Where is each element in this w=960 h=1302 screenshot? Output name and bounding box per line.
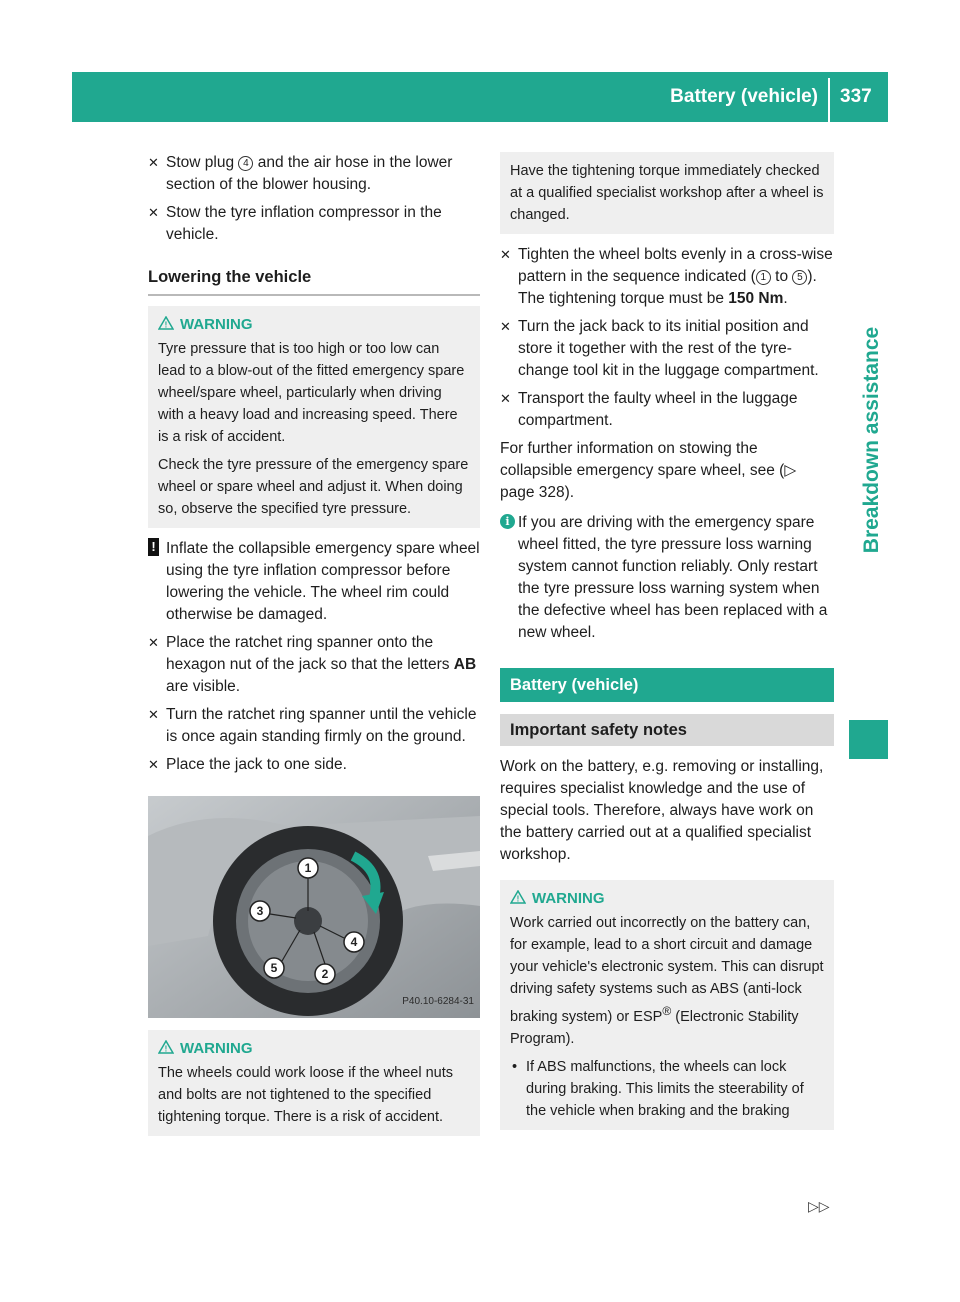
battery-paragraph: Work on the battery, e.g. removing or installing, requires specialist knowledge and the use of special tools. Therefore, always have work on the battery carried out at a qualified specialist workshop. xyxy=(500,758,824,863)
step-text: Place the ratchet ring spanner onto the hexagon nut of the jack so that the letters xyxy=(166,634,454,673)
bullet-dot: • xyxy=(512,1058,518,1075)
warning-box xyxy=(148,306,480,528)
step-arrow-icon: ✕ xyxy=(148,155,159,170)
warning-text xyxy=(510,912,824,1050)
warning-triangle-icon xyxy=(158,316,174,330)
bolt-label-5: 5 xyxy=(270,961,278,975)
step-turn-jack xyxy=(500,316,834,382)
figure-caption: P40.10-6284-31 xyxy=(402,996,474,1007)
warning-label: WARNING xyxy=(180,1040,253,1057)
step-text: are visible. xyxy=(166,678,241,695)
step-arrow-icon: ✕ xyxy=(148,757,159,772)
page-ref-link[interactable]: page 328). xyxy=(500,484,575,501)
step-bold-text: AB xyxy=(453,656,477,673)
warning-title xyxy=(510,888,824,910)
header-title: Battery (vehicle) xyxy=(670,86,818,107)
side-tab-label: Breakdown assistance xyxy=(860,326,883,554)
step-text: Transport the faulty wheel in the luggage compartment. xyxy=(518,390,798,429)
page-ref-arrow-icon: ▷ xyxy=(784,462,797,479)
warning-box xyxy=(148,1030,480,1136)
step-bold-text: 150 Nm xyxy=(728,290,784,307)
warning-title xyxy=(158,314,470,336)
wheel-illustration xyxy=(148,796,480,1018)
info-note xyxy=(500,512,834,644)
circled-number: 1 xyxy=(756,270,771,285)
step-text: and the air hose in the lower section of the blower housing. xyxy=(166,154,453,193)
info-icon: i xyxy=(500,514,515,529)
paragraph-text: For further information on stowing the collapsible emergency spare wheel, see ( xyxy=(500,440,785,479)
warning-text: Tyre pressure that is too high or too low can lead to a blow-out of the fitted emergency spare wheel/spare wheel, particularly when driving with a heavy load and increasing speed. There is a risk of accident. xyxy=(158,341,465,445)
step-arrow-icon: ✕ xyxy=(500,391,511,406)
step-turn-spanner xyxy=(148,704,480,748)
step-stow-plug xyxy=(148,152,480,196)
warning-box xyxy=(500,880,834,1130)
subsection-heading-safety: Important safety notes xyxy=(500,714,834,746)
notice-text: Inflate the collapsible emergency spare wheel using the tyre inflation compressor before lowering the vehicle. The wheel rim could otherwise be damaged. xyxy=(166,540,480,623)
warning-label: WARNING xyxy=(180,316,253,333)
step-arrow-icon: ✕ xyxy=(500,247,511,262)
step-text: Stow the tyre inflation compressor in the vehicle. xyxy=(166,204,442,243)
step-tighten-bolts xyxy=(500,244,834,310)
header-separator xyxy=(828,78,830,122)
svg-text:!: ! xyxy=(164,320,168,330)
step-arrow-icon: ✕ xyxy=(148,635,159,650)
step-text: to xyxy=(770,268,793,285)
step-text: Stow plug xyxy=(166,154,239,171)
page-header xyxy=(72,72,888,122)
further-info-paragraph xyxy=(500,438,834,504)
bolt-label-1: 1 xyxy=(304,861,312,875)
circled-number: 5 xyxy=(792,270,807,285)
registered-mark: ® xyxy=(662,1004,672,1018)
bolt-label-4: 4 xyxy=(350,935,358,949)
warning-text-part: Work carried out incorrectly on the battery can, for example, lead to a short circuit and damage your vehicle's electronic system. This can disrupt driving safety systems such as ABS (anti-lock braking system) or ESP xyxy=(510,915,824,1025)
step-text: ). The tightening torque must be xyxy=(518,268,817,307)
warning-bullet-text: If ABS malfunctions, the wheels can lock during braking. This limits the steerability of the vehicle when braking and the braking xyxy=(526,1058,804,1119)
svg-text:!: ! xyxy=(516,894,520,904)
info-text: If you are driving with the emergency spare wheel fitted, the tyre pressure loss warning system cannot function reliably. Only restart the tyre pressure loss warning system when the defective wheel has been replaced with a new wheel. xyxy=(518,514,828,641)
step-text: Turn the jack back to its initial position and store it together with the rest of the tyre-change tool kit in the luggage compartment. xyxy=(518,318,819,379)
step-arrow-icon: ✕ xyxy=(148,707,159,722)
step-place-spanner xyxy=(148,632,480,698)
step-transport-wheel xyxy=(500,388,834,432)
side-tab-marker xyxy=(849,720,888,759)
step-text: Turn the ratchet ring spanner until the vehicle is once again standing firmly on the ground. xyxy=(166,706,477,745)
step-text: Place the jack to one side. xyxy=(166,756,347,773)
warning-title xyxy=(158,1038,470,1060)
step-text: . xyxy=(783,290,788,307)
box-text: Have the tightening torque immediately checked at a qualified specialist workshop after a wheel is changed. xyxy=(510,163,824,223)
warning-text: Check the tyre pressure of the emergency spare wheel or spare wheel and adjust it. When doing so, observe the specified tyre pressure. xyxy=(158,457,469,517)
svg-text:!: ! xyxy=(164,1044,168,1054)
step-arrow-icon: ✕ xyxy=(500,319,511,334)
warning-bullet xyxy=(510,1056,824,1122)
warning-triangle-icon xyxy=(510,890,526,904)
continued-next-page-icon: ▷▷ xyxy=(808,1198,830,1214)
warning-label: WARNING xyxy=(532,890,605,907)
page-number: 337 xyxy=(840,86,872,107)
right-column xyxy=(500,152,834,1140)
bolt-label-3: 3 xyxy=(256,904,264,918)
warning-triangle-icon xyxy=(158,1040,174,1054)
section-title: Lowering the vehicle xyxy=(148,266,480,296)
section-heading-battery: Battery (vehicle) xyxy=(500,668,834,702)
warning-text: The wheels could work loose if the wheel nuts and bolts are not tightened to the specified tightening torque. There is a risk of accident. xyxy=(158,1065,453,1125)
info-box-torque xyxy=(500,152,834,234)
wheel-bolt-sequence-image xyxy=(148,796,480,1018)
warning-text-part: (Electronic Stability Program). xyxy=(510,1008,799,1047)
step-stow-compressor xyxy=(148,202,480,246)
notice-item xyxy=(148,538,480,626)
left-column xyxy=(148,152,480,1146)
circled-number: 4 xyxy=(238,156,253,171)
bolt-label-2: 2 xyxy=(321,967,329,981)
step-text: Tighten the wheel bolts evenly in a cross-wise pattern in the sequence indicated ( xyxy=(518,246,833,285)
notice-icon: ! xyxy=(148,538,159,556)
step-place-jack xyxy=(148,754,480,776)
step-arrow-icon: ✕ xyxy=(148,205,159,220)
